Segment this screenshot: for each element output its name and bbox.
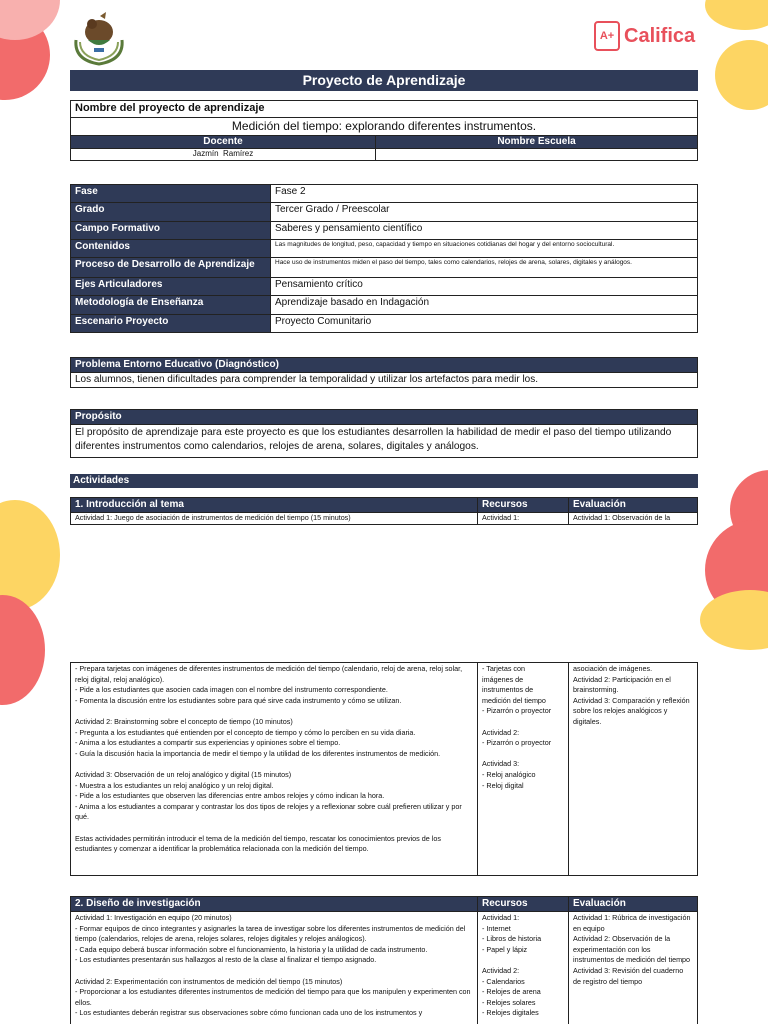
detail-label: Campo Formativo [71,222,271,240]
detail-value: Las magnitudes de longitud, peso, capacidad y tiempo en situaciones cotidianas del hogar y del entorno sociocultural. [271,240,698,258]
detail-label: Grado [71,203,271,222]
decor-blob-left-coral [0,595,45,705]
califica-logo [594,19,695,53]
detail-value: Saberes y pensamiento científico [271,222,698,240]
detail-label: Ejes Articuladores [71,278,271,296]
activities-label: Actividades [70,474,698,488]
section2-activity-text: Actividad 1: Investigación en equipo (20 minutos) - Formar equipos de cinco integrantes y asignarles la tarea de investigar sobre los diferentes instrumentos de medición del tiempo (calendarios, relojes de arena, relojes solares, relojes digitales y relojes análogicos). - Cada equipo deberá buscar información sobre el funcionamiento, la historia y la utilidad de cada instrumento. - Los estudiantes presentarán sus hallazgos al resto de la clase al finalizar el tiempo asignado. Actividad 2: Experimentación con instrumentos de medición del tiempo (15 minutos) - Proporcionar a los estudiantes diferentes instrumentos de medición del tiempo para que los manipulen y experimenten con ellos. - Los estudiantes deberán registrar sus observaciones sobre cómo funcionan cada uno de los instrumentos y [71,912,478,1024]
docente-value: Jazmín Ramírez [71,149,376,161]
section2-evaluation-text: Actividad 1: Rúbrica de investigación en equipo Actividad 2: Observación de la experimentación con los instrumentos de medición del tiempo Actividad 3: Revisión del cuaderno de registro del tiempo [569,912,698,1024]
section1-table-continued [70,662,698,876]
section2-resources-text: Actividad 1: - Internet - Libros de historia - Papel y lápiz Actividad 2: - Calendarios - Relojes de arena - Relojes solares - Relojes digitales [478,912,569,1024]
coat-of-arms-logo [70,10,128,66]
problem-label: Problema Entorno Educativo (Diagnóstico) [71,358,698,373]
detail-label: Fase [71,185,271,203]
decor-blob-top-right-yellow [705,0,768,30]
purpose-table [70,409,698,458]
project-name-value: Medición del tiempo: explorando diferentes instrumentos. [71,118,698,136]
section1-table-top [70,497,698,525]
detail-label: Metodología de Enseñanza [71,296,271,315]
docente-label: Docente [71,136,376,149]
detail-value: Hace uso de instrumentos miden el paso del tiempo, tales como calendarios, relojes de arena, solares, digitales y análogos. [271,258,698,278]
detail-value: Fase 2 [271,185,698,203]
page-title: Proyecto de Aprendizaje [70,70,698,91]
problem-table [70,357,698,388]
section1-resources-label: Recursos [478,498,569,513]
detail-value: Proyecto Comunitario [271,315,698,333]
section1-evaluation-first: Actividad 1: Observación de la [569,513,698,525]
detail-value: Aprendizaje basado en Indagación [271,296,698,315]
decor-blob-top-left-pink [0,0,60,40]
section1-evaluation-text: asociación de imágenes. Actividad 2: Participación en el brainstorming. Actividad 3: Comparación y reflexión sobre los relojes analógicos y digitales. [569,663,698,876]
section1-resources-first: Actividad 1: [478,513,569,525]
brand-badge-icon [594,21,620,51]
detail-label: Contenidos [71,240,271,258]
decor-blob-right-yellow-1 [715,40,768,110]
detail-label: Proceso de Desarrollo de Aprendizaje [71,258,271,278]
purpose-text: El propósito de aprendizaje para este proyecto es que los estudiantes desarrollen la habilidad de medir el paso del tiempo utilizando diferentes instrumentos como calendarios, relojes de arena, solares, digitales y análogos. [71,425,698,458]
section2-table [70,896,698,1024]
decor-blob-left-yellow [0,500,60,610]
escuela-label: Nombre Escuela [376,136,698,149]
section2-title: 2. Diseño de investigación [71,897,478,912]
detail-value: Pensamiento crítico [271,278,698,296]
section2-evaluation-label: Evaluación [569,897,698,912]
project-details-table [70,184,698,333]
purpose-label: Propósito [71,410,698,425]
decor-blob-right-yellow-2 [700,590,768,650]
escuela-value [376,149,698,161]
section1-evaluation-label: Evaluación [569,498,698,513]
brand-name: Califica [624,24,696,47]
project-name-label: Nombre del proyecto de aprendizaje [71,101,698,118]
detail-label: Escenario Proyecto [71,315,271,333]
brand-badge-text: A+ [599,30,615,42]
detail-value: Tercer Grado / Preescolar [271,203,698,222]
section2-resources-label: Recursos [478,897,569,912]
section1-activity-text: - Prepara tarjetas con imágenes de diferentes instrumentos de medición del tiempo (calendario, reloj de arena, reloj solar, reloj digital, reloj analógico). - Pide a los estudiantes que asocien cada imagen con el nombre del instrumento correspondiente. - Fomenta la discusión entre los estudiantes sobre para qué sirve cada instrumento y cómo se utilizan. Actividad 2: Brainstorming sobre el concepto de tiempo (10 minutos) - Pregunta a los estudiantes qué entienden por el concepto de tiempo y cómo lo perciben en su vida diaria. - Anima a los estudiantes a compartir sus experiencias y opiniones sobre el tiempo. - Guía la discusión hacia la importancia de medir el tiempo y la utilidad de los diferentes instrumentos de medición. Actividad 3: Observación de un reloj analógico y digital (15 minutos) - Muestra a los estudiantes un reloj analógico y un reloj digital. - Pide a los estudiantes que observen las diferencias entre ambos relojes y cómo indican la hora. - Anima a los estudiantes a comparar y contrastar los dos tipos de relojes y a reflexionar sobre cuál prefieren utilizar y por qué. Estas actividades permitirán introducir el tema de la medición del tiempo, rescatar los conocimientos previos de los estudiantes y comenzar a identificar la problemática relacionada con la medición del tiempo. [71,663,478,876]
section1-title: 1. Introducción al tema [71,498,478,513]
section1-activity-first: Actividad 1: Juego de asociación de instrumentos de medición del tiempo (15 minutos) [71,513,478,525]
problem-text: Los alumnos, tienen dificultades para comprender la temporalidad y utilizar los artefactos para medir los. [71,373,698,388]
project-name-table [70,100,698,161]
section1-resources-text: - Tarjetas con imágenes de instrumentos de medición del tiempo - Pizarrón o proyector Actividad 2: - Pizarrón o proyector Actividad 3: - Reloj analógico - Reloj digital [478,663,569,876]
